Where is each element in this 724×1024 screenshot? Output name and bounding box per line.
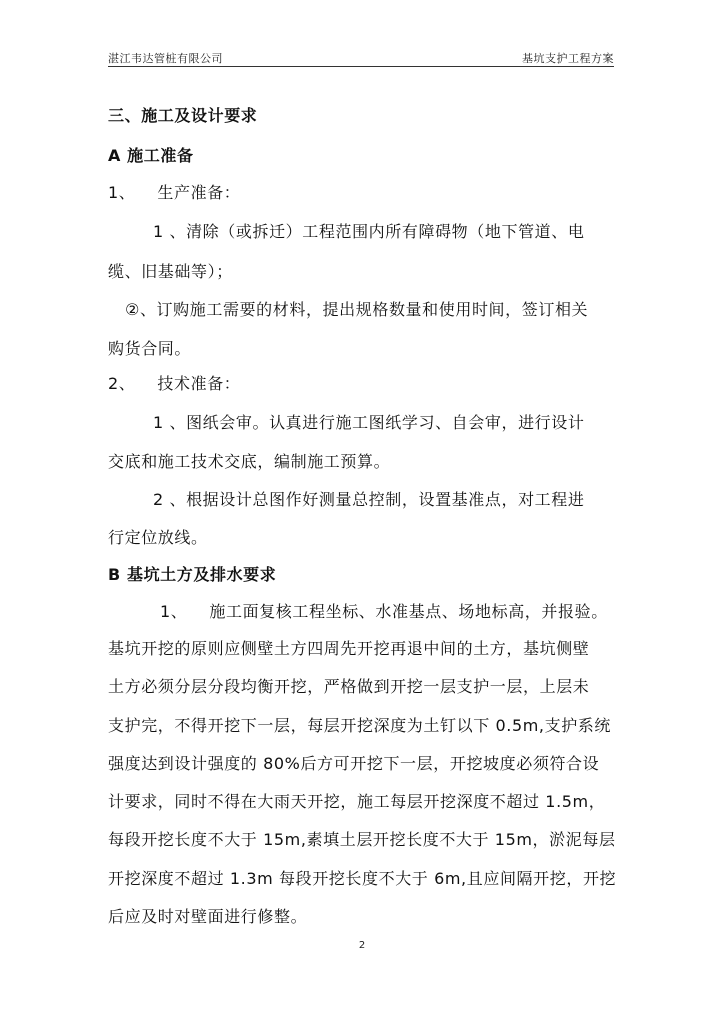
para-b-line1 [160, 602, 608, 622]
item1-number: 1、 [108, 183, 136, 202]
item1-1-line2: 缆、旧基础等）； [108, 262, 233, 281]
para-b-line6: 计要求，同时不得在大雨天开挖，施工每层开挖深度不超过 1.5m， [108, 792, 606, 811]
page-header [108, 50, 614, 67]
subsection-a-title: A 施工准备 [108, 146, 194, 165]
para-b-number: 1、 [160, 602, 188, 621]
para-b-line3: 土方必须分层分段均衡开挖，严格做到开挖一层支护一层，上层未 [108, 677, 590, 696]
item1-1-line1: 1 、清除（或拆迁）工程范围内所有障碍物（地下管道、电 [153, 222, 585, 241]
para-b-line1-text: 施工面复核工程坐标、水准基点、场地标高，并报验。 [209, 602, 608, 621]
para-b-line7: 每段开挖长度不大于 15m,素填土层开挖长度不大于 15m，淤泥每层 [108, 830, 616, 849]
para-b-line2: 基坑开挖的原则应侧壁土方四周先开挖再退中间的土方，基坑侧壁 [108, 639, 590, 658]
subsection-b-title: B 基坑土方及排水要求 [108, 565, 277, 584]
item2-1-line2: 交底和施工技术交底，编制施工预算。 [108, 452, 391, 471]
para-b-line4: 支护完，不得开挖下一层，每层开挖深度为土钉以下 0.5m,支护系统 [108, 716, 612, 735]
page-number: 2 [358, 940, 366, 951]
item1-label: 生产准备： [157, 183, 241, 202]
header-doc-title: 基坑支护工程方案 [522, 52, 614, 65]
para-b-line8: 开挖深度不超过 1.3m 每段开挖长度不大于 6m,且应间隔开挖，开挖 [108, 869, 617, 888]
item2-1-line1: 1 、图纸会审。认真进行施工图纸学习、自会审，进行设计 [153, 413, 585, 432]
header-company: 湛江韦达管桩有限公司 [108, 52, 223, 65]
item2-number: 2、 [108, 374, 136, 393]
item1-2-line1: ②、订购施工需要的材料，提出规格数量和使用时间，签订相关 [125, 300, 589, 319]
section-title: 三、施工及设计要求 [108, 106, 258, 125]
item2-line [108, 374, 240, 394]
item2-2-line1: 2 、根据设计总图作好测量总控制，设置基准点，对工程进 [153, 490, 585, 509]
para-b-line5: 强度达到设计强度的 80%后方可开挖下一层，开挖坡度必须符合设 [108, 754, 600, 773]
item2-label: 技术准备： [157, 374, 241, 393]
item1-2-line2: 购货合同。 [108, 339, 192, 358]
para-b-line9: 后应及时对壁面进行修整。 [108, 907, 308, 926]
item2-2-line2: 行定位放线。 [108, 528, 208, 547]
item1-line [108, 183, 240, 203]
